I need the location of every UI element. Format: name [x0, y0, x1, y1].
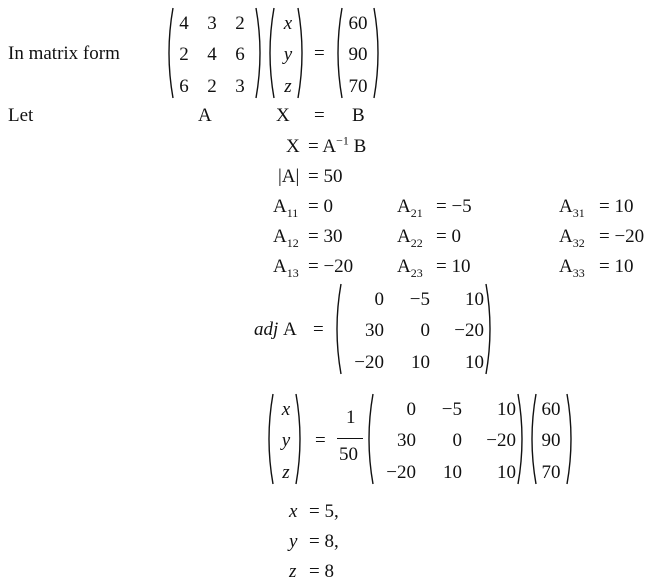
sol-adj-cell: −5	[441, 399, 462, 420]
sol-b-cell: 90	[541, 430, 561, 451]
sol-adj-matrix	[372, 394, 522, 484]
det-lhs: |A|	[278, 166, 300, 187]
vector-b-cell: 70	[348, 76, 368, 97]
frac-denominator: 50	[339, 444, 358, 465]
result-var: z	[289, 561, 297, 582]
cofactor: $A_{32}$	[559, 226, 585, 250]
result-value: = 8	[309, 561, 334, 582]
vector-x-right-paren	[296, 6, 308, 100]
cofactor-value: = 10	[599, 256, 634, 277]
cofactor-value: = 10	[599, 196, 634, 217]
vector-x-cell: x	[283, 13, 293, 34]
sol-adj-cell: −20	[386, 462, 416, 483]
cofactor-value: = −5	[436, 196, 472, 217]
vector-b-cell: 90	[348, 44, 368, 65]
adj-cell: −20	[454, 320, 484, 341]
result-value: = 8,	[309, 531, 339, 552]
cofactor-value: = 30	[308, 226, 343, 247]
det-rhs: = 50	[308, 166, 343, 187]
frac-bar	[337, 438, 363, 439]
label-a: A	[198, 105, 212, 126]
vector-b	[342, 8, 374, 98]
vector-b-right-paren	[372, 6, 384, 100]
adj-cell: 10	[411, 352, 430, 373]
frac-numerator: 1	[346, 407, 356, 428]
label-x: X	[276, 105, 290, 126]
vector-b-cell: 60	[348, 13, 368, 34]
matrix-a-cell: 2	[179, 44, 189, 65]
cofactor: $A_{21}$	[397, 196, 423, 220]
cofactor: $A_{13}$	[273, 256, 299, 280]
sol-vector-cell: y	[281, 430, 291, 451]
cofactor-value: = 10	[436, 256, 471, 277]
matrix-a-cell: 2	[235, 13, 245, 34]
let-equals: =	[314, 105, 325, 126]
result-var: y	[289, 531, 298, 552]
adj-cell: 0	[374, 289, 384, 310]
adj-equals: =	[313, 319, 324, 340]
sol-adj-cell: 10	[497, 399, 516, 420]
matrix-a-cell: 3	[207, 13, 217, 34]
x-eq-rhs: = $A^{-1}$ B	[308, 133, 367, 157]
matrix-a-cell: 4	[179, 13, 189, 34]
sol-adj-cell: 0	[406, 399, 416, 420]
result-value: = 5,	[309, 501, 339, 522]
matrix-a-cell: 3	[235, 76, 245, 97]
x-eq-lhs: X	[286, 136, 300, 157]
sol-b-vector	[535, 394, 567, 484]
sol-vector-cell: x	[281, 399, 291, 420]
adj-cell: 10	[465, 352, 484, 373]
adj-cell: 10	[465, 289, 484, 310]
in-matrix-form-label: In matrix form	[8, 43, 120, 64]
sol-adj-cell: 30	[397, 430, 416, 451]
cofactor-value: = 0	[308, 196, 333, 217]
sol-vector-cell: z	[282, 462, 290, 483]
adj-right-paren	[484, 282, 496, 376]
cofactor: $A_{11}$	[273, 196, 299, 220]
equals-sign: =	[314, 43, 325, 64]
cofactor: $A_{33}$	[559, 256, 585, 280]
matrix-a-cell: 6	[179, 76, 189, 97]
sol-adj-cell: 10	[443, 462, 462, 483]
matrix-a-cell: 2	[207, 76, 217, 97]
cofactor: $A_{23}$	[397, 256, 423, 280]
matrix-a-cell: 6	[235, 44, 245, 65]
sol-equals: =	[315, 430, 326, 451]
cofactor-value: = 0	[436, 226, 461, 247]
adj-cell: 30	[365, 320, 384, 341]
cofactor: $A_{12}$	[273, 226, 299, 250]
let-label: Let	[8, 105, 34, 126]
sol-adj-cell: 10	[497, 462, 516, 483]
adj-matrix	[340, 284, 490, 374]
adj-cell: 0	[420, 320, 430, 341]
adj-cell: −20	[354, 352, 384, 373]
cofactor-value: = −20	[308, 256, 354, 277]
result-var: x	[289, 501, 298, 522]
sol-b-cell: 70	[541, 462, 561, 483]
adj-label: adj A	[254, 319, 297, 340]
cofactor: $A_{31}$	[559, 196, 585, 220]
cofactor: $A_{22}$	[397, 226, 423, 250]
sol-right-paren	[294, 392, 306, 486]
sol-adj-cell: −20	[486, 430, 516, 451]
matrix-a-cell: 4	[207, 44, 217, 65]
cofactor-value: = −20	[599, 226, 645, 247]
vector-x-cell: z	[284, 76, 292, 97]
sol-b-cell: 60	[541, 399, 561, 420]
label-b: B	[352, 105, 365, 126]
sol-b-right-paren	[565, 392, 577, 486]
adj-cell: −5	[409, 289, 430, 310]
matrix-a	[172, 8, 260, 98]
sol-adj-cell: 0	[452, 430, 462, 451]
vector-x-cell: y	[283, 44, 293, 65]
